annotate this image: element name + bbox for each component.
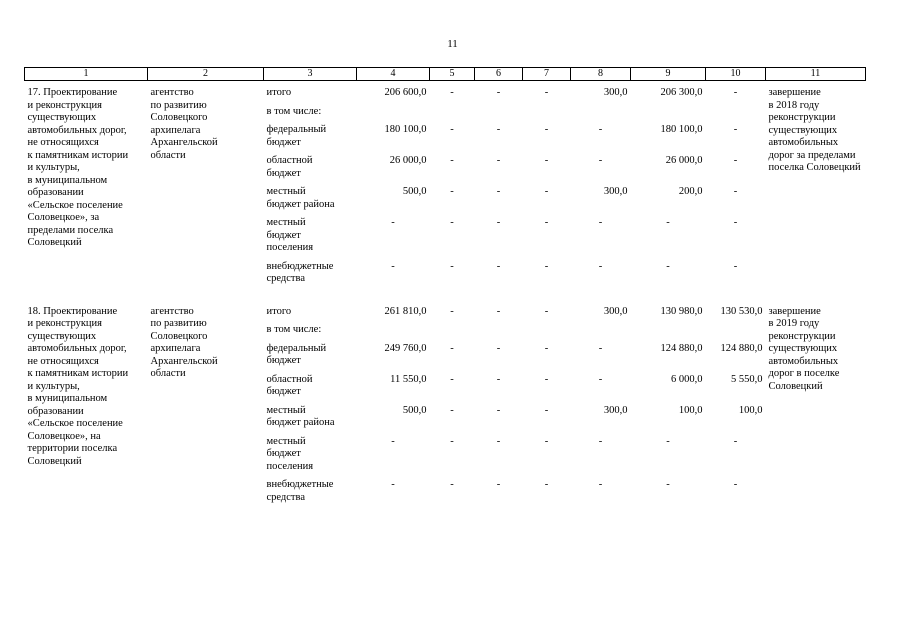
amount-c7: - <box>544 342 549 354</box>
funding-source-line: местный <box>266 217 306 228</box>
amount-c8: 300,0 <box>603 305 628 317</box>
amount-c7: - <box>544 186 549 197</box>
project-name-line: Соловецкий <box>27 237 82 248</box>
amount-c6: - <box>496 342 501 354</box>
amount-c10 <box>706 318 766 337</box>
project-name <box>25 81 148 286</box>
amount-c5: - <box>450 435 454 447</box>
funding-source <box>264 430 357 474</box>
agency-line: области <box>150 149 186 161</box>
amount-c9: 180 100,0 <box>660 124 703 135</box>
project-name-line: и культуры, <box>27 162 80 173</box>
amount-c8: - <box>598 479 603 490</box>
amount-c4: 180 100,0 <box>384 124 427 135</box>
funding-source-line: поселения <box>266 460 314 472</box>
column-number: 9 <box>631 68 706 81</box>
amount-c10: - <box>733 435 738 447</box>
funding-source-line: поселения <box>266 242 314 253</box>
funding-source-line: внебюджетные <box>266 479 334 490</box>
funding-source <box>264 149 357 180</box>
funding-source-line: итого <box>266 87 292 98</box>
amount-c8: 300,0 <box>603 186 628 197</box>
amount-c4: - <box>391 260 395 272</box>
agency-line: архипелага <box>150 124 201 136</box>
amount-c8: 300,0 <box>603 404 628 416</box>
amount-c5: - <box>450 260 454 272</box>
funding-source-line: в том числе: <box>266 105 322 117</box>
project-name-line: к памятникам истории <box>27 149 129 161</box>
amount-c4: 249 760,0 <box>384 342 427 354</box>
amount-c4: 500,0 <box>402 186 427 197</box>
amount-c4 <box>357 318 430 337</box>
amount-c10 <box>706 100 766 119</box>
note-line: в 2019 году <box>768 318 820 329</box>
amount-c4: - <box>391 435 395 447</box>
amount-c8: 300,0 <box>603 87 628 98</box>
project-name-line: 18. Проектирование <box>27 305 118 317</box>
amount-c9: - <box>666 479 670 490</box>
project-name-line: к памятникам истории <box>27 368 129 379</box>
amount-c10: - <box>733 124 738 135</box>
column-number: 11 <box>766 68 866 81</box>
amount-c4: - <box>391 479 395 490</box>
project-name-line: территории поселка <box>27 443 118 454</box>
amount-c10: 130 530,0 <box>720 305 763 317</box>
amount-c9: 100,0 <box>678 404 703 416</box>
amount-c8 <box>571 100 631 119</box>
funding-source <box>264 118 357 149</box>
project-note <box>766 300 866 505</box>
project-name-line: существующих <box>27 330 97 342</box>
funding-source <box>264 211 357 255</box>
funding-source-line: бюджет <box>266 386 301 397</box>
funding-source-line: бюджет <box>266 448 301 459</box>
note-line: автомобильных <box>768 137 839 148</box>
project-note <box>766 81 866 286</box>
amount-c10: - <box>733 479 738 490</box>
project-name-line: в муниципальном <box>27 393 108 404</box>
amount-c10: - <box>733 87 738 98</box>
amount-c7: - <box>544 305 549 317</box>
project-name-line: Соловецкий <box>27 455 82 467</box>
project-name-line: автомобильных дорог, <box>27 343 127 354</box>
funding-source-line: итого <box>266 305 292 317</box>
amount-c6 <box>475 318 523 337</box>
project-name-line: «Сельское поселение <box>27 199 123 211</box>
amount-c5: - <box>450 404 454 416</box>
agency-line: области <box>150 368 186 379</box>
amount-c10: - <box>733 260 738 272</box>
funding-source-line: местный <box>266 435 306 447</box>
amount-c7: - <box>544 479 549 490</box>
funding-source <box>264 255 357 286</box>
amount-c6: - <box>496 260 501 272</box>
funding-source-line: областной <box>266 155 313 166</box>
funding-source <box>264 337 357 368</box>
funding-source-line: внебюджетные <box>266 260 334 272</box>
amount-c5 <box>430 318 475 337</box>
funding-source <box>264 318 357 337</box>
amount-c8: - <box>598 217 603 228</box>
agency-line: Архангельской <box>150 355 218 367</box>
column-number: 7 <box>523 68 571 81</box>
project-name-line: образовании <box>27 405 84 417</box>
note-line: поселка Соловецкий <box>768 162 861 173</box>
amount-c4: 261 810,0 <box>384 305 427 317</box>
project-name-line: не относящихся <box>27 137 99 148</box>
project-name-line: «Сельское поселение <box>27 418 123 429</box>
project-name-line: пределами поселка <box>27 224 114 236</box>
funding-source-line: бюджет <box>266 136 301 148</box>
agency-line: по развитию <box>150 318 207 329</box>
amount-c7: - <box>544 155 549 166</box>
funding-source-line: областной <box>266 373 313 385</box>
project-name-line: не относящихся <box>27 355 99 367</box>
amount-c9: 200,0 <box>678 186 703 197</box>
agency-line: агентство <box>150 305 194 317</box>
amount-c4 <box>357 100 430 119</box>
project-name-line: автомобильных дорог, <box>27 124 127 136</box>
funding-source-line: местный <box>266 404 306 416</box>
note-line: дорог в поселке <box>768 368 840 379</box>
funding-source-line: бюджет <box>266 229 301 241</box>
amount-c4: 500,0 <box>402 404 427 416</box>
agency-line: по развитию <box>150 99 207 111</box>
funding-source <box>264 399 357 430</box>
amount-c4: - <box>391 217 395 228</box>
agency-line: архипелага <box>150 343 201 354</box>
amount-c6 <box>475 100 523 119</box>
note-line: завершение <box>768 305 821 317</box>
project-name <box>25 300 148 505</box>
funding-source-line: бюджет <box>266 167 301 179</box>
project-name-line: и реконструкция <box>27 318 102 329</box>
column-number: 6 <box>475 68 523 81</box>
project-name-line: в муниципальном <box>27 174 108 186</box>
amount-c6: - <box>496 87 501 98</box>
amount-c10: - <box>733 186 738 197</box>
amount-c8 <box>571 318 631 337</box>
column-number: 1 <box>25 68 148 81</box>
amount-c6: - <box>496 186 501 197</box>
column-number: 3 <box>264 68 357 81</box>
project-name-line: Соловецкое», на <box>27 430 101 442</box>
amount-c5: - <box>450 124 454 135</box>
amount-c9: 26 000,0 <box>665 155 703 166</box>
amount-c7 <box>523 318 571 337</box>
note-line: существующих <box>768 343 838 354</box>
funding-source-line: в том числе: <box>266 324 322 335</box>
amount-c7: - <box>544 87 549 98</box>
amount-c4: 206 600,0 <box>384 87 427 98</box>
table-body <box>25 68 866 505</box>
funding-source-line: местный <box>266 186 306 197</box>
amount-c9: - <box>666 260 670 272</box>
amount-c7: - <box>544 404 549 416</box>
project-name-line: 17. Проектирование <box>27 87 118 98</box>
funding-source-line: бюджет <box>266 355 301 366</box>
amount-c7: - <box>544 260 549 272</box>
agency-line: агентство <box>150 87 194 98</box>
amount-c6: - <box>496 305 501 317</box>
amount-c9 <box>631 318 706 337</box>
amount-c7: - <box>544 373 549 385</box>
funding-source <box>264 100 357 119</box>
agency-line: Архангельской <box>150 137 218 148</box>
funding-source-line: федеральный <box>266 342 327 354</box>
funding-source <box>264 473 357 504</box>
column-number-row <box>25 68 866 81</box>
amount-c4: 26 000,0 <box>389 155 427 166</box>
amount-c5: - <box>450 155 454 166</box>
amount-c5: - <box>450 305 454 317</box>
amount-c5 <box>430 100 475 119</box>
table-row <box>25 300 866 319</box>
amount-c9: 130 980,0 <box>660 305 703 317</box>
spacer-row <box>25 286 866 300</box>
amount-c10: - <box>733 155 738 166</box>
amount-c5: - <box>450 186 454 197</box>
column-number: 10 <box>706 68 766 81</box>
amount-c6: - <box>496 435 501 447</box>
amount-c6: - <box>496 404 501 416</box>
column-number: 5 <box>430 68 475 81</box>
agency-line: Соловецкого <box>150 112 208 123</box>
amount-c9: 6 000,0 <box>671 373 703 385</box>
table-row <box>25 81 866 100</box>
funding-source-line: средства <box>266 491 306 503</box>
amount-c10: - <box>733 217 738 228</box>
note-line: существующих <box>768 124 838 136</box>
funding-source <box>264 368 357 399</box>
project-name-line: и реконструкция <box>27 99 102 111</box>
amount-c7: - <box>544 217 549 228</box>
amount-c7: - <box>544 435 549 447</box>
amount-c5: - <box>450 373 454 385</box>
amount-c5: - <box>450 87 454 98</box>
note-line: реконструкции <box>768 112 836 123</box>
amount-c10: 124 880,0 <box>720 342 763 354</box>
funding-source <box>264 300 357 319</box>
note-line: Соловецкий <box>768 380 823 392</box>
amount-c6: - <box>496 373 501 385</box>
amount-c10: 5 550,0 <box>731 373 763 385</box>
note-line: в 2018 году <box>768 99 820 111</box>
amount-c9: 206 300,0 <box>660 87 703 98</box>
amount-c7 <box>523 100 571 119</box>
amount-c5: - <box>450 479 454 490</box>
amount-c7: - <box>544 124 549 135</box>
column-number: 2 <box>148 68 264 81</box>
funding-source <box>264 180 357 211</box>
funding-source-line: бюджет района <box>266 417 335 428</box>
column-number: 4 <box>357 68 430 81</box>
page-number: 11 <box>447 38 458 50</box>
funding-source-line: средства <box>266 273 306 284</box>
responsible-agency <box>148 300 264 505</box>
amount-c8: - <box>598 155 603 166</box>
funding-source-line: бюджет района <box>266 198 335 210</box>
amount-c9: 124 880,0 <box>660 342 703 354</box>
agency-line: Соловецкого <box>150 330 208 342</box>
budget-table <box>24 67 866 504</box>
responsible-agency <box>148 81 264 286</box>
amount-c8: - <box>598 124 603 135</box>
note-line: завершение <box>768 87 821 98</box>
amount-c9: - <box>666 435 670 447</box>
amount-c5: - <box>450 342 454 354</box>
amount-c8: - <box>598 373 603 385</box>
note-line: дорог за пределами <box>768 149 856 161</box>
amount-c6: - <box>496 217 501 228</box>
amount-c6: - <box>496 124 501 135</box>
funding-source <box>264 81 357 100</box>
project-name-line: Соловецкое», за <box>27 212 100 223</box>
amount-c9 <box>631 100 706 119</box>
amount-c8: - <box>598 435 603 447</box>
amount-c5: - <box>450 217 454 228</box>
amount-c6: - <box>496 155 501 166</box>
project-name-line: и культуры, <box>27 380 80 392</box>
project-name-line: существующих <box>27 112 97 123</box>
funding-source-line: федеральный <box>266 124 327 135</box>
amount-c6: - <box>496 479 501 490</box>
amount-c4: 11 550,0 <box>390 373 427 385</box>
amount-c8: - <box>598 260 603 272</box>
spacer-cell <box>25 286 866 300</box>
note-line: реконструкции <box>768 330 836 342</box>
note-line: автомобильных <box>768 355 839 367</box>
amount-c10: 100,0 <box>738 404 763 416</box>
column-number: 8 <box>571 68 631 81</box>
project-name-line: образовании <box>27 187 84 198</box>
amount-c9: - <box>666 217 670 228</box>
amount-c8: - <box>598 342 603 354</box>
